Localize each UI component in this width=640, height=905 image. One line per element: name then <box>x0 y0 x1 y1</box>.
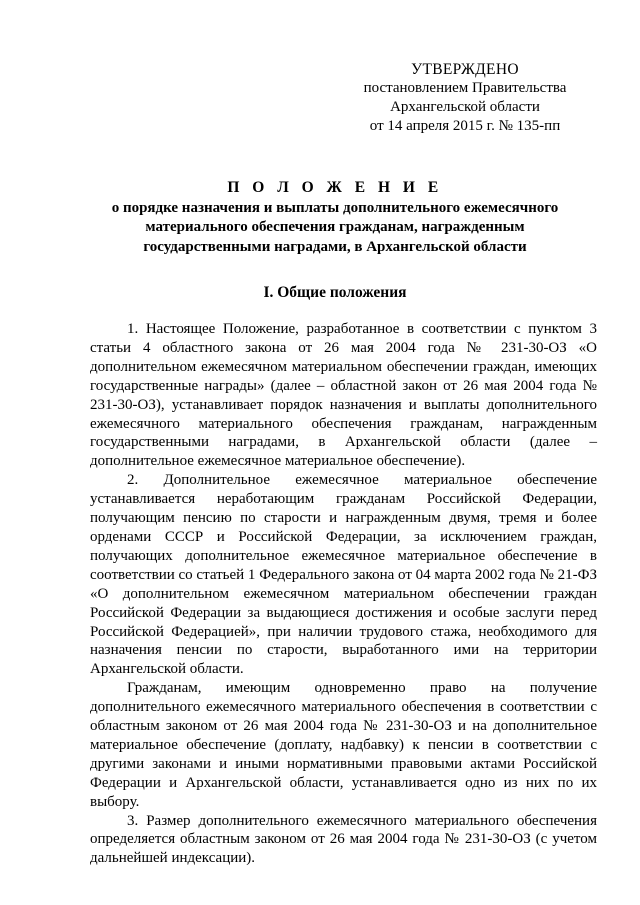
document-subtitle-line-2: материального обеспечения гражданам, награжденным <box>145 219 525 235</box>
approval-authority: постановлением Правительства <box>363 80 567 96</box>
approval-heading: УТВЕРЖДЕНО <box>411 61 519 78</box>
section-heading: I. Общие положения <box>263 284 407 301</box>
approval-stamp-block <box>350 60 580 136</box>
paragraph-2: 2. Дополнительное ежемесячное материальное обеспечение устанавливается неработающим гражданам Российской Федерации, получающим пенсию по старости и награжденным двумя, тремя и более орденами СССР и Российской Федерации, за исключением граждан, получающих дополнительное ежемесячное материальное обеспечение в соответствии со статьей 1 Федерального закона от 04 марта 2002 года № 21-ФЗ «О дополнительном ежемесячном материальном обеспечении граждан Российской Федерации за выдающиеся достижения и особые заслуги перед Российской Федерацией», при наличии трудового стажа, необходимого для назначения пенсии по старости, выработанного ими на территории Архангельской области. <box>90 472 597 678</box>
document-subtitle-line-3: государственными наградами, в Архангельской области <box>143 238 527 255</box>
approval-region: Архангельской области <box>390 99 540 115</box>
paragraph-3: 3. Размер дополнительного ежемесячного материального обеспечения определяется областным законом от 26 мая 2004 года № 231-30-ОЗ (с учетом дальнейшей индексации). <box>90 812 597 867</box>
document-subtitle-line-1: о порядке назначения и выплаты дополнительного ежемесячного <box>111 199 559 216</box>
approval-date-number: от 14 апреля 2015 г. № 135-пп <box>369 118 561 134</box>
paragraph-2-continuation: Гражданам, имеющим одновременно право на получение дополнительного ежемесячного материального обеспечения в соответствии с областным законом от 26 мая 2004 года № 231-30-ОЗ и на дополнительное материальное обеспечение (доплату, надбавку) к пенсии в соответствии с другими законами и иными нормативными правовыми актами Российской Федерации и Архангельской области, устанавливается одно из них по их выбору. <box>90 680 597 810</box>
document-title-block <box>90 178 580 257</box>
paragraph-1: 1. Настоящее Положение, разработанное в соответствии с пунктом 3 статьи 4 областного закона от 26 мая 2004 года № 231-30-ОЗ «О дополнительном ежемесячном материальном обеспечении граждан, имеющих государственные награды» (далее – областной закон от 26 мая 2004 года № 231-30-ОЗ), устанавливает порядок назначения и выплаты дополнительного ежемесячного материального обеспечения гражданам, награжденным государственными наградами, в Архангельской области (далее – дополнительное ежемесячное материальное обеспечение). <box>90 321 597 470</box>
document-title: П О Л О Ж Е Н И Е <box>227 179 443 196</box>
document-body <box>90 320 597 868</box>
